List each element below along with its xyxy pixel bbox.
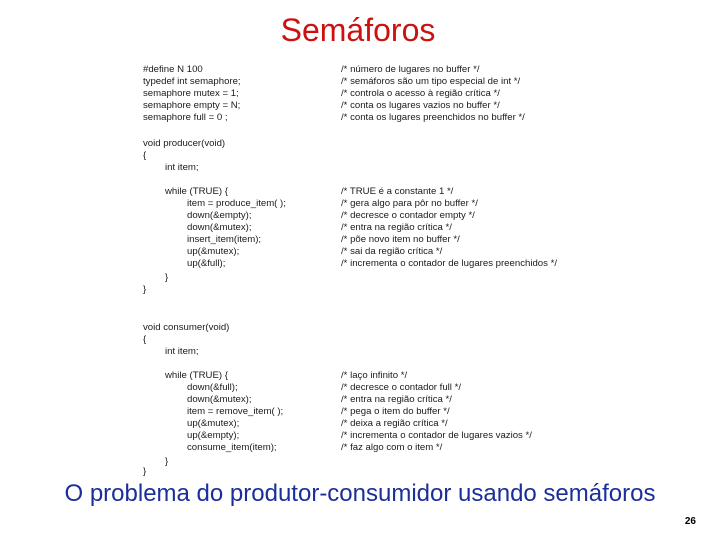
code-comment: /* sai da região crítica */	[341, 246, 443, 257]
code-comment: /* entra na região crítica */	[341, 222, 452, 233]
code-line	[0, 198, 720, 210]
slide-caption: O problema do produtor-consumidor usando semáforos	[64, 480, 656, 507]
code-comment: /* gera algo para pôr no buffer */	[341, 198, 478, 209]
code-comment: /* conta os lugares vazios no buffer */	[341, 100, 500, 111]
code-line	[0, 430, 720, 442]
code-comment: /* põe novo item no buffer */	[341, 234, 460, 245]
code-line	[0, 394, 720, 406]
code-line	[0, 258, 720, 270]
code-text: up(&mutex);	[187, 418, 240, 429]
code-comment: /* conta os lugares preenchidos no buffer */	[341, 112, 525, 123]
code-comment: /* deixa a região crítica */	[341, 418, 448, 429]
code-line	[0, 222, 720, 234]
page-number: 26	[684, 516, 696, 527]
code-comment: /* semáforos são um tipo especial de int */	[341, 76, 521, 87]
code-line	[0, 334, 720, 346]
code-comment: /* decresce o contador empty */	[341, 210, 475, 221]
code-line	[0, 138, 720, 150]
code-line	[0, 272, 720, 284]
code-line	[0, 370, 720, 382]
code-text: semaphore full = 0 ;	[143, 112, 228, 123]
code-line	[0, 88, 720, 100]
code-text: down(&mutex);	[187, 394, 252, 405]
code-comment: /* incrementa o contador de lugares preenchidos */	[341, 258, 557, 269]
code-text: item = remove_item( );	[187, 406, 284, 417]
code-comment: /* decresce o contador full */	[341, 382, 461, 393]
code-line	[0, 284, 720, 296]
code-line	[0, 112, 720, 124]
code-text: consume_item(item);	[187, 442, 277, 453]
code-text: }	[165, 456, 169, 467]
code-comment: /* laço infinito */	[341, 370, 408, 381]
code-text: down(&empty);	[187, 210, 252, 221]
code-line	[0, 76, 720, 88]
code-text: up(&full);	[187, 258, 226, 269]
code-text: while (TRUE) {	[165, 186, 228, 197]
code-text: down(&mutex);	[187, 222, 252, 233]
code-text: int item;	[165, 162, 199, 173]
code-comment: /* controla o acesso à região crítica */	[341, 88, 500, 99]
code-line	[0, 382, 720, 394]
code-text: semaphore mutex = 1;	[143, 88, 239, 99]
code-line	[0, 246, 720, 258]
code-text: up(&mutex);	[187, 246, 240, 257]
code-comment: /* faz algo com o item */	[341, 442, 443, 453]
code-text: up(&empty);	[187, 430, 240, 441]
code-line	[0, 100, 720, 112]
code-text: typedef int semaphore;	[143, 76, 241, 87]
code-line	[0, 442, 720, 454]
code-line	[0, 322, 720, 334]
code-comment: /* número de lugares no buffer */	[341, 64, 480, 75]
code-comment: /* incrementa o contador de lugares vazios */	[341, 430, 532, 441]
code-line	[0, 466, 720, 478]
code-text: }	[143, 284, 147, 295]
code-text: item = produce_item( );	[187, 198, 286, 209]
code-line	[0, 234, 720, 246]
code-text: down(&full);	[187, 382, 238, 393]
code-text: insert_item(item);	[187, 234, 262, 245]
code-line	[0, 418, 720, 430]
slide-title: Semáforos	[280, 12, 436, 48]
code-line	[0, 162, 720, 174]
code-text: #define N 100	[143, 64, 203, 75]
code-comment: /* TRUE é a constante 1 */	[341, 186, 454, 197]
code-line	[0, 150, 720, 162]
code-line	[0, 346, 720, 358]
code-line	[0, 64, 720, 76]
code-text: int item;	[165, 346, 199, 357]
code-text: void producer(void)	[143, 138, 226, 149]
code-comment: /* pega o item do buffer */	[341, 406, 450, 417]
code-text: {	[143, 150, 147, 161]
code-text: {	[143, 334, 147, 345]
code-text: while (TRUE) {	[165, 370, 228, 381]
code-line	[0, 210, 720, 222]
code-comment: /* entra na região crítica */	[341, 394, 452, 405]
code-line	[0, 186, 720, 198]
code-text: }	[165, 272, 169, 283]
code-text: semaphore empty = N;	[143, 100, 241, 111]
code-text: void consumer(void)	[143, 322, 230, 333]
code-text: }	[143, 466, 147, 477]
code-line	[0, 406, 720, 418]
